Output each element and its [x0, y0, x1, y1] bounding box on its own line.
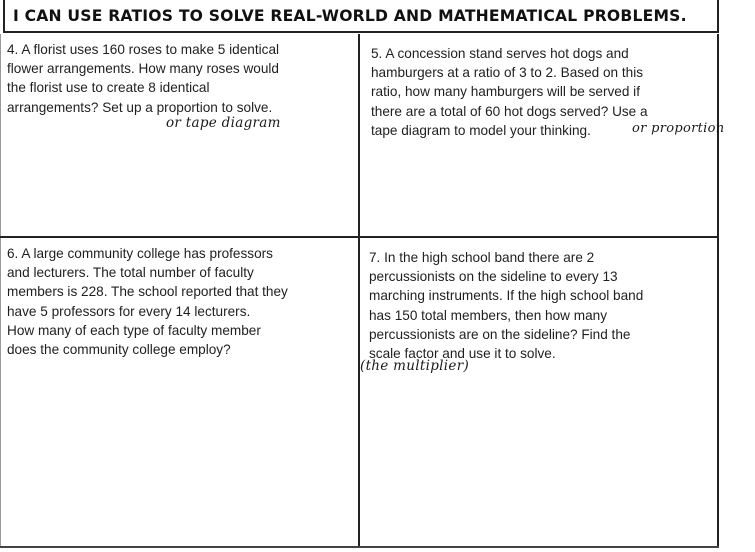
- learning-target-title: I CAN USE RATIOS TO SOLVE REAL-WORLD AND MATHEMATICAL PROBLEMS.: [13, 7, 687, 25]
- grid-border-bottom: [0, 546, 719, 548]
- grid-border-left: [0, 34, 1, 548]
- problem-4-handwritten-note: or tape diagram: [166, 115, 281, 131]
- grid-border-right: [717, 34, 719, 548]
- problem-7-text: 7. In the high school band there are 2 percussionists on the sideline to every 13 marching instruments. If the high school band has 150 total members, then how many percussionists are on the sideline? Find the scale factor and use it to solve.: [369, 250, 644, 362]
- grid-divider-vertical: [358, 34, 360, 548]
- problem-7-handwritten-note: (the multiplier): [360, 358, 470, 374]
- learning-target-header: [3, 0, 719, 33]
- grid-divider-horizontal: [0, 236, 719, 238]
- problem-5-handwritten-note: or proportion: [632, 121, 725, 136]
- problem-4-text: 4. A florist uses 160 roses to make 5 identical flower arrangements. How many roses would the florist use to create 8 identical arrangements? Set up a proportion to solve.: [7, 42, 280, 115]
- problem-6-text: 6. A large community college has professors and lecturers. The total number of faculty members is 228. The school reported that they have 5 professors for every 14 lecturers. How many of each type of faculty member does the community college employ?: [7, 246, 288, 358]
- problem-5-text: 5. A concession stand serves hot dogs and hamburgers at a ratio of 3 to 2. Based on this ratio, how many hamburgers will be served if there are a total of 60 hot dogs served? Use a tape diagram to model your thinking.: [371, 46, 648, 138]
